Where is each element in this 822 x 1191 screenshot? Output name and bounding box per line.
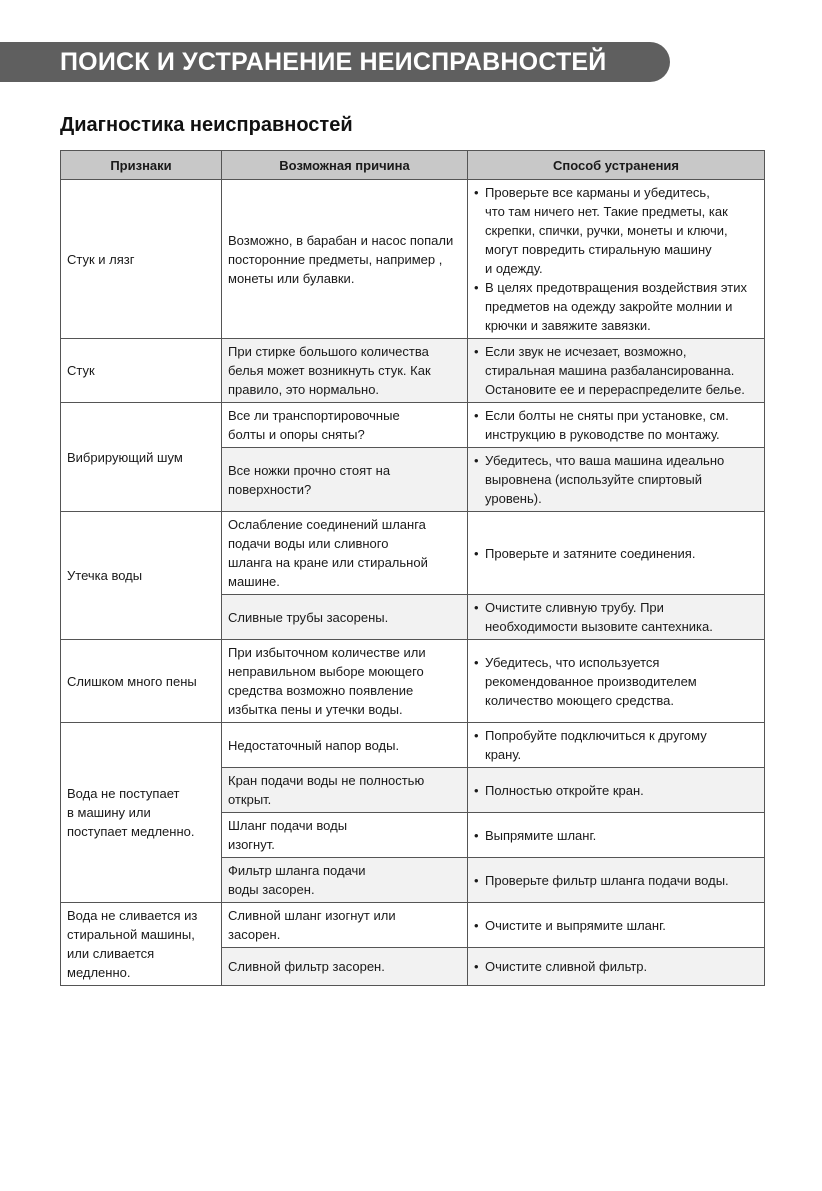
solution-item: • Полностью откройте кран.: [474, 781, 760, 800]
table-row: [61, 180, 765, 339]
solution-cell: [468, 403, 765, 448]
solution-item: • Убедитесь, что ваша машина идеально выровнена (используйте спиртовый уровень).: [474, 451, 760, 508]
table-row: [61, 640, 765, 723]
solution-item: • Очистите сливную трубу. При необходимости вызовите сантехника.: [474, 598, 760, 636]
solution-cell: [468, 595, 765, 640]
cause-cell: Сливной фильтр засорен.: [222, 948, 468, 986]
column-header-symptoms: Признаки: [61, 151, 222, 180]
symptom-cell: Слишком много пены: [61, 640, 222, 723]
solution-item: • Проверьте и затяните соединения.: [474, 544, 760, 563]
table-row: [61, 723, 765, 768]
symptom-cell: Вибрирующий шум: [61, 403, 222, 512]
table-row: [61, 339, 765, 403]
solution-item: • Если звук не исчезает, возможно, стиральная машина разбалансированна. Остановите ее и перераспределите белье.: [474, 342, 760, 399]
table-row: [61, 403, 765, 448]
solution-cell: [468, 768, 765, 813]
symptom-cell: Утечка воды: [61, 512, 222, 640]
page-title: Диагностика неисправностей: [60, 114, 353, 136]
solution-cell: [468, 180, 765, 339]
cause-cell: Все ножки прочно стоят на поверхности?: [222, 448, 468, 512]
column-header-cause: Возможная причина: [222, 151, 468, 180]
cause-cell: При избыточном количестве или неправильном выборе моющего средства возможно появление избытка пены и утечки воды.: [222, 640, 468, 723]
cause-cell: Фильтр шланга подачи воды засорен.: [222, 858, 468, 903]
solution-cell: [468, 723, 765, 768]
table-row: [61, 903, 765, 948]
cause-cell: Ослабление соединений шланга подачи воды или сливного шланга на кране или стиральной машине.: [222, 512, 468, 595]
solution-item: • Выпрямите шланг.: [474, 826, 760, 845]
solution-cell: [468, 448, 765, 512]
cause-cell: Недостаточный напор воды.: [222, 723, 468, 768]
cause-cell: Все ли транспортировочные болты и опоры сняты?: [222, 403, 468, 448]
solution-item: • Проверьте все карманы и убедитесь, что там ничего нет. Такие предметы, как скрепки, спички, ручки, монеты и ключи, могут повредить стиральную машину и одежду.: [474, 183, 760, 278]
section-banner: [0, 42, 670, 82]
solution-item: • Убедитесь, что используется рекомендованное производителем количество моющего средства.: [474, 653, 760, 710]
solution-cell: [468, 858, 765, 903]
solution-item: • В целях предотвращения воздействия этих предметов на одежду закройте молнии и крючки и завяжите завязки.: [474, 278, 760, 335]
symptom-cell: Стук: [61, 339, 222, 403]
solution-item: • Очистите и выпрямите шланг.: [474, 916, 760, 935]
cause-cell: Шланг подачи воды изогнут.: [222, 813, 468, 858]
banner-title: ПОИСК И УСТРАНЕНИЕ НЕИСПРАВНОСТЕЙ: [60, 48, 607, 76]
table-header-row: [61, 151, 765, 180]
symptom-cell: Стук и лязг: [61, 180, 222, 339]
cause-cell: Сливной шланг изогнут или засорен.: [222, 903, 468, 948]
solution-item: • Если болты не сняты при установке, см. инструкцию в руководстве по монтажу.: [474, 406, 760, 444]
solution-item: • Попробуйте подключиться к другому крану.: [474, 726, 760, 764]
solution-cell: [468, 813, 765, 858]
solution-item: • Очистите сливной фильтр.: [474, 957, 760, 976]
column-header-solution: Способ устранения: [468, 151, 765, 180]
cause-cell: При стирке большого количества белья может возникнуть стук. Как правило, это нормально.: [222, 339, 468, 403]
table-row: [61, 512, 765, 595]
symptom-cell: Вода не поступает в машину или поступает медленно.: [61, 723, 222, 903]
solution-cell: [468, 339, 765, 403]
solution-cell: [468, 948, 765, 986]
solution-item: • Проверьте фильтр шланга подачи воды.: [474, 871, 760, 890]
diagnostics-table: [60, 150, 765, 986]
cause-cell: Кран подачи воды не полностью открыт.: [222, 768, 468, 813]
solution-cell: [468, 903, 765, 948]
solution-cell: [468, 512, 765, 595]
solution-cell: [468, 640, 765, 723]
cause-cell: Сливные трубы засорены.: [222, 595, 468, 640]
cause-cell: Возможно, в барабан и насос попали посторонние предметы, например , монеты или булавки.: [222, 180, 468, 339]
symptom-cell: Вода не сливается из стиральной машины, или сливается медленно.: [61, 903, 222, 986]
